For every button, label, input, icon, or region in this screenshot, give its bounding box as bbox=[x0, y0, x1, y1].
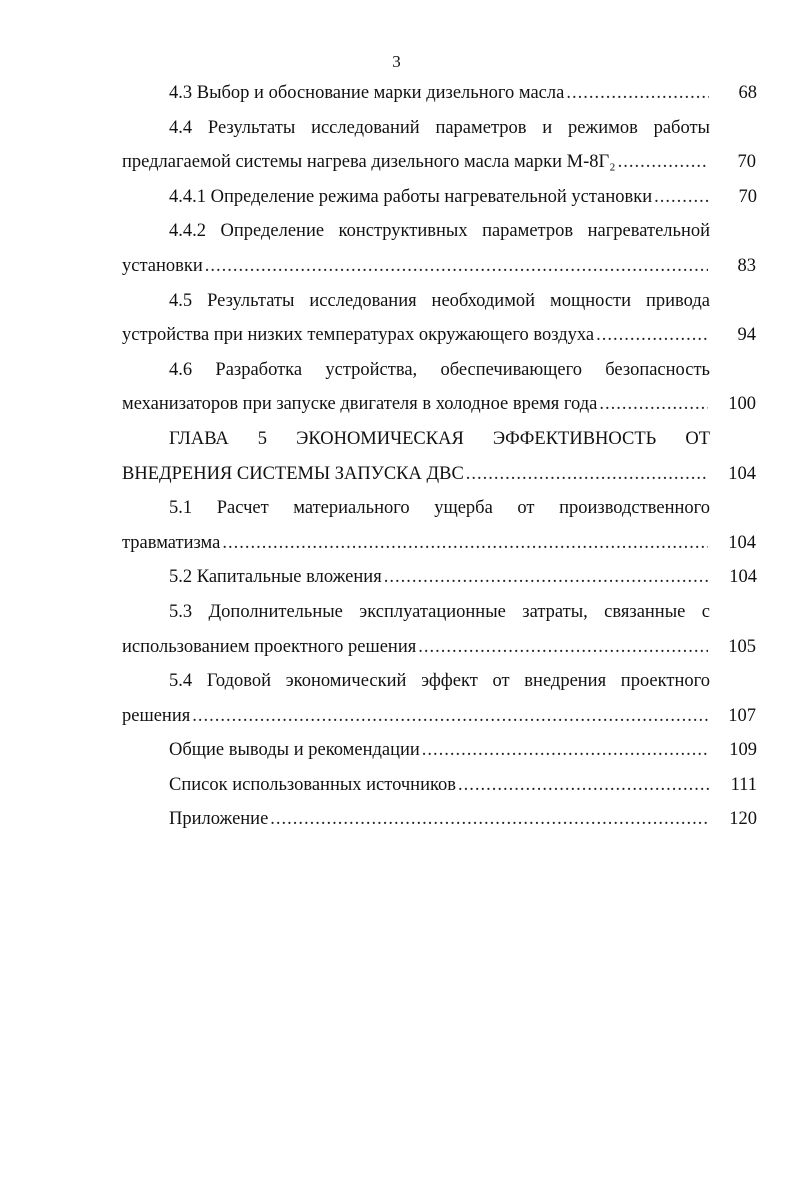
toc-entry-title: 4.4.1 Определение режима работы нагревательной установки bbox=[169, 186, 653, 207]
leader-dots bbox=[205, 249, 708, 284]
leader-dots bbox=[654, 180, 709, 215]
leader-dots bbox=[192, 699, 708, 734]
toc-entry-page: 68 bbox=[738, 83, 757, 103]
leader-dots bbox=[270, 802, 709, 837]
leader-dots bbox=[466, 457, 708, 492]
toc-entry bbox=[122, 526, 756, 561]
toc-entry-line: 5.4 Годовой экономический эффект от внедрения проектного bbox=[169, 671, 710, 692]
toc-entry-page: 104 bbox=[728, 532, 756, 553]
toc-entry-page: 111 bbox=[730, 774, 757, 795]
toc-entry-page: 107 bbox=[728, 705, 756, 726]
toc-entry-title: Приложение bbox=[169, 809, 269, 830]
toc-entry bbox=[122, 733, 756, 768]
leader-dots bbox=[596, 318, 708, 353]
toc-entry-line: 4.5 Результаты исследования необходимой мощности привода bbox=[169, 290, 710, 311]
toc-entry bbox=[122, 768, 756, 803]
leader-dots bbox=[618, 145, 708, 180]
toc-entry-page: 105 bbox=[728, 636, 756, 657]
toc-entry bbox=[122, 249, 756, 284]
toc-entry-page: 94 bbox=[737, 325, 756, 346]
toc-chapter-line: ГЛАВА 5 ЭКОНОМИЧЕСКАЯ ЭФФЕКТИВНОСТЬ ОТ bbox=[169, 428, 710, 449]
leader-dots bbox=[384, 560, 709, 595]
toc-entry-title: установки bbox=[122, 255, 203, 276]
toc-entry bbox=[122, 699, 756, 734]
toc-entry-line: 5.3 Дополнительные эксплуатационные затраты, связанные с bbox=[169, 601, 710, 622]
toc-entry bbox=[122, 180, 756, 215]
toc-entry-page: 120 bbox=[729, 809, 757, 830]
toc-entry-title: использованием проектного решения bbox=[122, 636, 417, 657]
leader-dots bbox=[458, 768, 709, 803]
toc-entry-title: 5.2 Капитальные вложения bbox=[169, 567, 382, 588]
toc-entry-title: предлагаемой системы нагрева дизельного масла марки М-8Г₂ bbox=[122, 152, 616, 173]
leader-dots bbox=[222, 526, 708, 561]
toc-entry-title: решения bbox=[122, 705, 191, 726]
toc-entry-line: 4.4 Результаты исследований параметров и режимов работы bbox=[169, 117, 710, 138]
toc-entry-title: Общие выводы и рекомендации bbox=[169, 740, 420, 761]
toc-entry bbox=[122, 387, 756, 422]
leader-dots bbox=[418, 630, 708, 665]
toc-entry-line: 4.6 Разработка устройства, обеспечивающего безопасность bbox=[169, 359, 710, 380]
page-number: 3 bbox=[392, 52, 401, 71]
leader-dots bbox=[599, 387, 708, 422]
toc-entry-page: 109 bbox=[729, 740, 757, 761]
leader-dots bbox=[566, 76, 709, 111]
toc-entry-page: 70 bbox=[737, 152, 756, 173]
toc-entry-page: 70 bbox=[738, 186, 757, 207]
toc-entry bbox=[122, 318, 756, 353]
toc-entry-title: Список использованных источников bbox=[169, 774, 457, 795]
leader-dots bbox=[422, 733, 709, 768]
toc-entry-title: 4.3 Выбор и обоснование марки дизельного масла bbox=[169, 83, 565, 103]
toc-entry-line: 5.1 Расчет материального ущерба от производственного bbox=[169, 498, 710, 519]
toc-entry-page: 104 bbox=[728, 463, 756, 484]
toc-entry-line: 4.4.2 Определение конструктивных параметров нагревательной bbox=[169, 221, 710, 242]
toc-entry bbox=[122, 457, 756, 492]
toc-entry bbox=[122, 560, 756, 595]
toc-entry-page: 83 bbox=[737, 255, 756, 276]
toc-entry bbox=[122, 76, 756, 111]
toc-chapter-title: ВНЕДРЕНИЯ СИСТЕМЫ ЗАПУСКА ДВС bbox=[122, 463, 464, 484]
toc-entry-page: 104 bbox=[729, 567, 757, 588]
toc-entry-page: 100 bbox=[728, 394, 756, 415]
toc-entry-title: механизаторов при запуске двигателя в холодное время года bbox=[122, 394, 598, 415]
toc-entry-title: травматизма bbox=[122, 532, 221, 553]
toc-entry bbox=[122, 802, 756, 837]
toc-entry bbox=[122, 145, 756, 180]
table-of-contents bbox=[122, 76, 756, 837]
toc-entry bbox=[122, 630, 756, 665]
toc-entry-title: устройства при низких температурах окружающего воздуха bbox=[122, 325, 595, 346]
